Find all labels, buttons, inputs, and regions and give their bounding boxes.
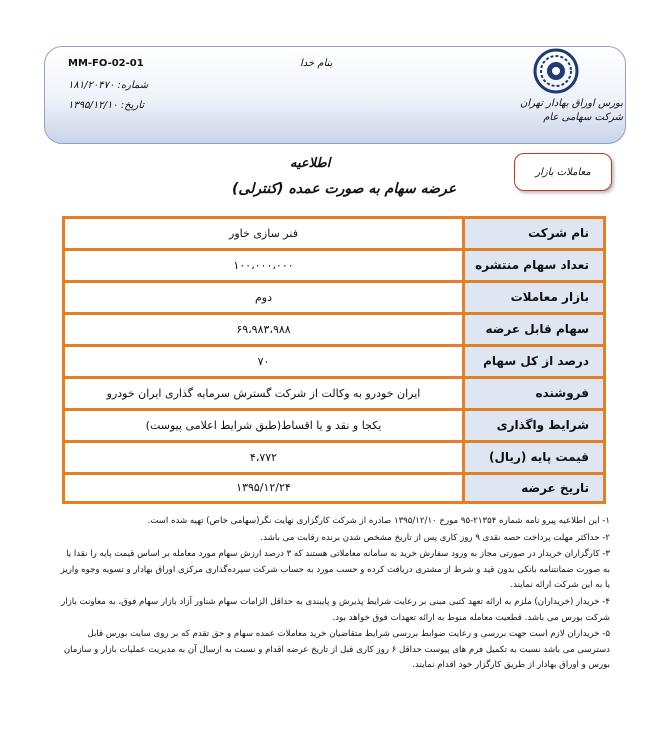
table-row bbox=[65, 283, 603, 315]
table-row bbox=[65, 475, 603, 501]
form-code: MM-FO-02-01 bbox=[68, 58, 144, 69]
document-date: تاریخ: ۱۳۹۵/۱۲/۱۰ bbox=[68, 100, 145, 111]
organization-name: بورس اوراق بهادار تهران bbox=[519, 98, 623, 109]
row-label: فروشنده bbox=[462, 379, 603, 411]
tse-logo-icon bbox=[532, 48, 580, 94]
row-value: ایران خودرو به وکالت از شرکت گسترش سرمایه گذاری ایران خودرو bbox=[65, 379, 462, 411]
row-value: فنر سازی خاور bbox=[65, 219, 462, 251]
note-item: ۴- خریدار (خریداران) ملزم به ارائه تعهد کتبی مبنی بر رعایت شرایط پذیرش و پایبندی به حداقل الزامات سهام شناور آزاد بازار سهام فوق، به معاونت بازار شرکت بورس می باشد. قطعیت معامله منوط به ارائه تعهدات فوق خواهد بود. bbox=[61, 596, 610, 623]
table-row bbox=[65, 443, 603, 475]
note-item: ۲- حداکثر مهلت پرداخت حصه نقدی ۹ روز کاری پس از تاریخ مشخص شدن برنده رقابت می باشد. bbox=[260, 532, 610, 543]
table-row bbox=[65, 315, 603, 347]
row-value: یکجا و نقد و یا اقساط(طبق شرایط اعلامی پیوست) bbox=[65, 411, 462, 443]
row-value: ۱۰۰،۰۰۰،۰۰۰ bbox=[65, 251, 462, 283]
document-number: شماره: ۱۸۱/۲۰۴۷۰ bbox=[68, 80, 149, 91]
note-item: ۳- کارگزاران خریدار در صورتی مجاز به ورود سفارش خرید به سامانه معاملاتی هستند که ۳ درصد ارزش سهام مورد معامله بر اساس قیمت پایه را نقدا یا به صورت ضمانتنامه بانکی بدون قید و شرط از مشتری دریافت کرده و حسب مورد به حساب شرکت سپرده‌گذاری مرکزی اوراق بهادار و تسویه وجوه واریز یا به این شرکت ارائه نمایند. bbox=[60, 549, 610, 591]
offering-details-table bbox=[62, 216, 606, 504]
row-label: شرایط واگذاری bbox=[462, 411, 603, 443]
table-row bbox=[65, 251, 603, 283]
row-value: ۷۰ bbox=[65, 347, 462, 379]
table-row bbox=[65, 347, 603, 379]
row-label: بازار معاملات bbox=[462, 283, 603, 315]
note-item: ۱- این اطلاعیه پیرو نامه شماره ۲۱۳۵۴-۹۵ مورخ ۱۳۹۵/۱۲/۱۰ صادره از شرکت کارگزاری نهایت نگر(سهامی خاص) تهیه شده است. bbox=[147, 516, 610, 526]
row-label: تاریخ عرضه bbox=[462, 475, 603, 501]
organization-type: شرکت سهامی عام bbox=[543, 112, 623, 123]
market-department-label: معاملات بازار bbox=[514, 153, 612, 191]
table-row bbox=[65, 411, 603, 443]
row-label: سهام قابل عرضه bbox=[462, 315, 603, 347]
row-label: نام شرکت bbox=[462, 219, 603, 251]
row-label: تعداد سهام منتشره bbox=[462, 251, 603, 283]
note-item: ۵- خریداران لازم است جهت بررسی و رعایت ضوابط بررسی شرایط متقاضیان خرید معاملات عمده سهام و حق تقدم که بر روی سایت بورس قابل دسترسی می باشد نسبت به تکمیل فرم های پیوست حداقل ۶ روز کاری قبل از تاریخ عرضه اقدام و نسبت به ارسال آن به مدیریت عملیات بازار و سازمان بورس و اوراق بهادار از طریق کارگزار خود اقدام نمایند. bbox=[63, 629, 610, 671]
table-row bbox=[65, 219, 603, 251]
row-value: ۴،۷۷۲ bbox=[65, 443, 462, 475]
bismillah: بنام خدا bbox=[300, 58, 333, 69]
row-value: دوم bbox=[65, 283, 462, 315]
row-value: ۱۳۹۵/۱۲/۲۴ bbox=[65, 475, 462, 501]
notice-subtitle: عرضه سهام به صورت عمده (کنترلی) bbox=[232, 181, 457, 197]
notice-title: اطلاعیه bbox=[290, 156, 331, 171]
row-label: درصد از کل سهام bbox=[462, 347, 603, 379]
row-value: ۶۹،۹۸۳،۹۸۸ bbox=[65, 315, 462, 347]
notes-section bbox=[60, 514, 610, 675]
row-label: قیمت پایه (ریال) bbox=[462, 443, 603, 475]
table-row bbox=[65, 379, 603, 411]
